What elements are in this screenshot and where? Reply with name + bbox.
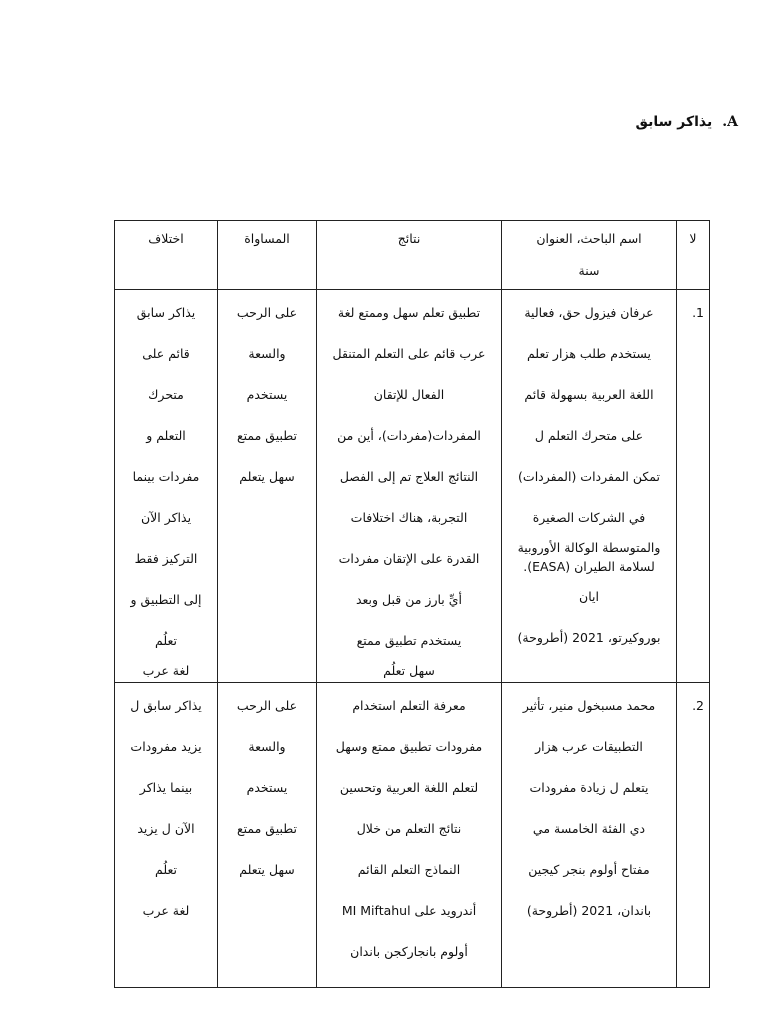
header-number: لا bbox=[677, 221, 710, 290]
table-row bbox=[115, 683, 710, 988]
section-letter: A. bbox=[722, 114, 738, 130]
difference-cell: يذاكر سابق قائم على متحرك التعلم و مفردات بينما يذاكر الآن التركيز فقط إلى التطبيق و تعلُم لغة عرب bbox=[115, 290, 218, 683]
difference-cell: يذاكر سابق ل يزيد مفرودات بينما يذاكر الآن ل يزيد تعلُم لغة عرب bbox=[115, 683, 218, 988]
equality-cell: على الرحب والسعة يستخدم تطبيق ممتع سهل يتعلم bbox=[218, 290, 317, 683]
header-name-line: اسم الباحث، العنوان bbox=[536, 231, 642, 246]
researcher-cell: عرفان فيزول حق، فعالية يستخدم طلب هزار تعلم اللغة العربية بسهولة قائم على متحرك التعلم ل تمكن المفردات (المفردات) في الشركات الصغيرة والمتوسطة الوكالة الأوروبية لسلامة الطيران (EASA). ايان بوروكيرتو، 2021 (أطروحة) bbox=[502, 290, 677, 683]
header-name-line: سنة bbox=[578, 263, 600, 278]
results-cell: معرفة التعلم استخدام مفرودات تطبيق ممتع وسهل لتعلم اللغة العربية وتحسين نتائج التعلم من خلال النماذج التعلم القائم أندرويد على MI Miftahul أولوم بانجاركجن باندان bbox=[317, 683, 502, 988]
section-title: يذاكر سابق bbox=[635, 114, 713, 130]
section-heading bbox=[635, 114, 738, 130]
row-number: 1. bbox=[677, 290, 710, 683]
header-equality: المساواة bbox=[218, 221, 317, 290]
equality-cell: على الرحب والسعة يستخدم تطبيق ممتع سهل يتعلم bbox=[218, 683, 317, 988]
results-cell: تطبيق تعلم سهل وممتع لغة عرب قائم على التعلم المتنقل الفعال للإتقان المفردات(مفردات)، أين من النتائج العلاج تم إلى الفصل التجربة، هناك اختلافات القدرة على الإتقان مفردات أيِّ بارز من قبل وبعد يستخدم تطبيق ممتع سهل تعلُم bbox=[317, 290, 502, 683]
previous-studies-table bbox=[114, 220, 710, 988]
table-row bbox=[115, 290, 710, 683]
header-results: نتائج bbox=[317, 221, 502, 290]
header-difference: اختلاف bbox=[115, 221, 218, 290]
header-researcher-title-year bbox=[502, 221, 677, 290]
row-number: 2. bbox=[677, 683, 710, 988]
researcher-cell: محمد مسبخول منير، تأثير التطبيقات عرب هزار يتعلم ل زيادة مفرودات دي الفئة الخامسة مي مفتاح أولوم بنجر كيجين باندان، 2021 (أطروحة) bbox=[502, 683, 677, 988]
table-header-row bbox=[115, 221, 710, 290]
